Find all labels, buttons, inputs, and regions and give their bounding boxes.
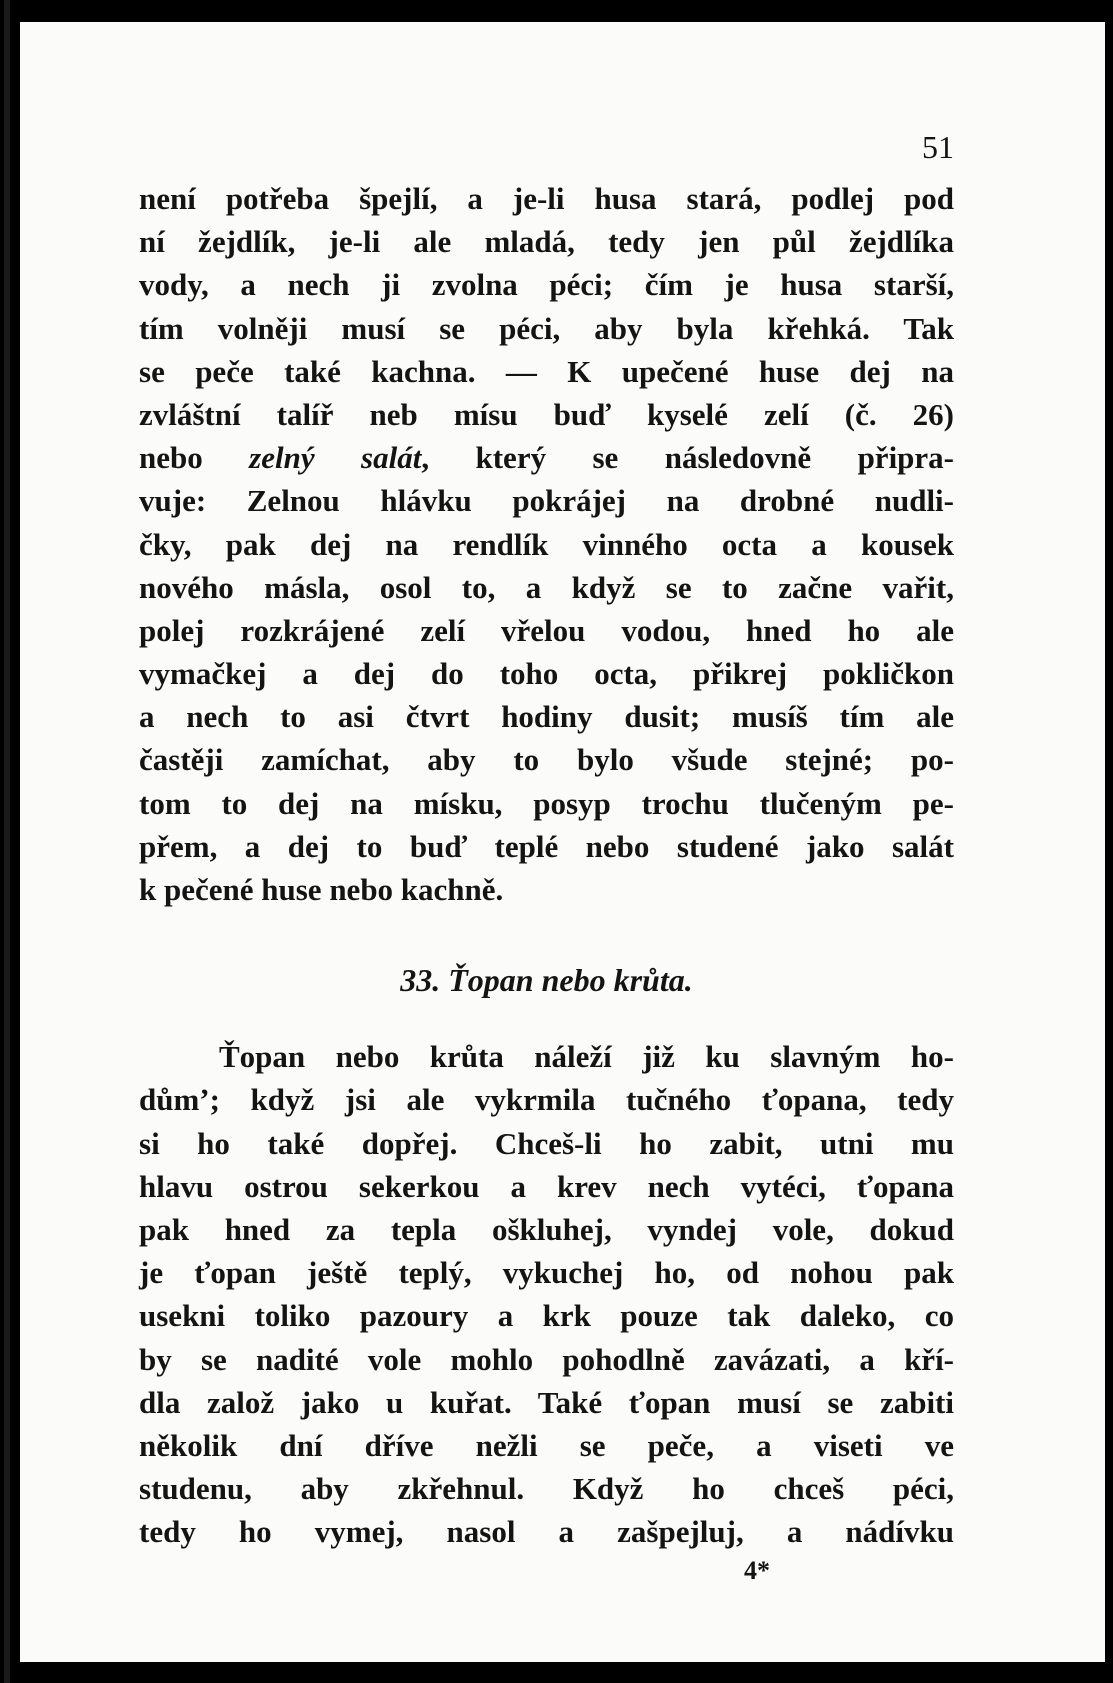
text-line: není potřeba špejlí, a je-li husa stará, podlej pod [139, 181, 954, 216]
text-line: důmʼ; když jsi ale vykrmila tučného ťopana, tedy [139, 1082, 954, 1118]
emphasized-term: zelný salát [249, 440, 422, 476]
text-line: tom to dej na mísku, posyp trochu tlučeným pe- [139, 785, 954, 821]
page-number: 51 [922, 129, 954, 165]
text-line: přem, a dej to buď teplé nebo studené jako salát [139, 828, 954, 864]
text-block [139, 117, 954, 1593]
text-line: častěji zamíchat, aby to bylo všude stejné; po- [139, 742, 954, 778]
text-line: je ťopan ještě teplý, vykuchej ho, od nohou pak [139, 1255, 954, 1291]
text-line: čky, pak dej na rendlík vinného octa a kousek [139, 526, 954, 562]
text-line: vody, a nech ji zvolna péci; čím je husa starší, [139, 267, 954, 303]
text-line: tím volněji musí se péci, aby byla křehká. Tak [139, 310, 954, 346]
text-line: nového másla, osol to, a když se to začne vařit, [139, 569, 954, 605]
text-line: usekni toliko pazoury a krk pouze tak daleko, co [139, 1298, 954, 1334]
text-line: k pečené huse nebo kachně. [139, 872, 504, 907]
text-line: zvláštní talíř neb mísu buď kyselé zelí (č. 26) [139, 396, 954, 432]
text-line: si ho také dopřej. Chceš-li ho zabit, utni mu [139, 1125, 954, 1161]
signature-mark: 4* [744, 1556, 770, 1586]
section-heading: 33. Ťopan nebo krůta. [400, 962, 693, 999]
text-line: se peče také kachna. — K upečené huse dej na [139, 353, 954, 389]
text-line: několik dní dříve nežli se peče, a viseti ve [139, 1427, 954, 1463]
text-line [139, 436, 954, 479]
text-line: hlavu ostrou sekerkou a krev nech vytéci, ťopana [139, 1168, 954, 1204]
text-fragment: , který se následovně připra- [421, 440, 955, 476]
text-line: by se nadité vole mohlo pohodlně zavázati, a kří- [139, 1341, 954, 1377]
text-line: tedy ho vymej, nasol a zašpejluj, a nádívku [139, 1514, 954, 1550]
book-spine-edge [4, 0, 10, 1683]
text-line: a nech to asi čtvrt hodiny dusit; musíš tím ale [139, 699, 954, 735]
text-line: pak hned za tepla oškluhej, vyndej vole, dokud [139, 1211, 954, 1247]
text-line: vuje: Zelnou hlávku pokrájej na drobné nudli- [139, 483, 954, 519]
text-line: studenu, aby zkřehnul. Když ho chceš péci, [139, 1471, 954, 1507]
text-fragment: nebo [139, 440, 250, 476]
text-line: dla založ jako u kuřat. Také ťopan musí se zabiti [139, 1384, 954, 1420]
text-line: Ťopan nebo krůta náleží již ku slavným ho- [219, 1039, 954, 1075]
paragraph-roast-goose [139, 177, 954, 911]
page-sheet [20, 22, 1105, 1662]
paragraph-turkey [139, 1035, 954, 1553]
text-line: ní žejdlík, je-li ale mladá, tedy jen půl žejdlíka [139, 224, 954, 260]
text-line: vymačkej a dej do toho octa, přikrej pokličkon [139, 656, 954, 692]
text-line: polej rozkrájené zelí vřelou vodou, hned ho ale [139, 612, 954, 648]
